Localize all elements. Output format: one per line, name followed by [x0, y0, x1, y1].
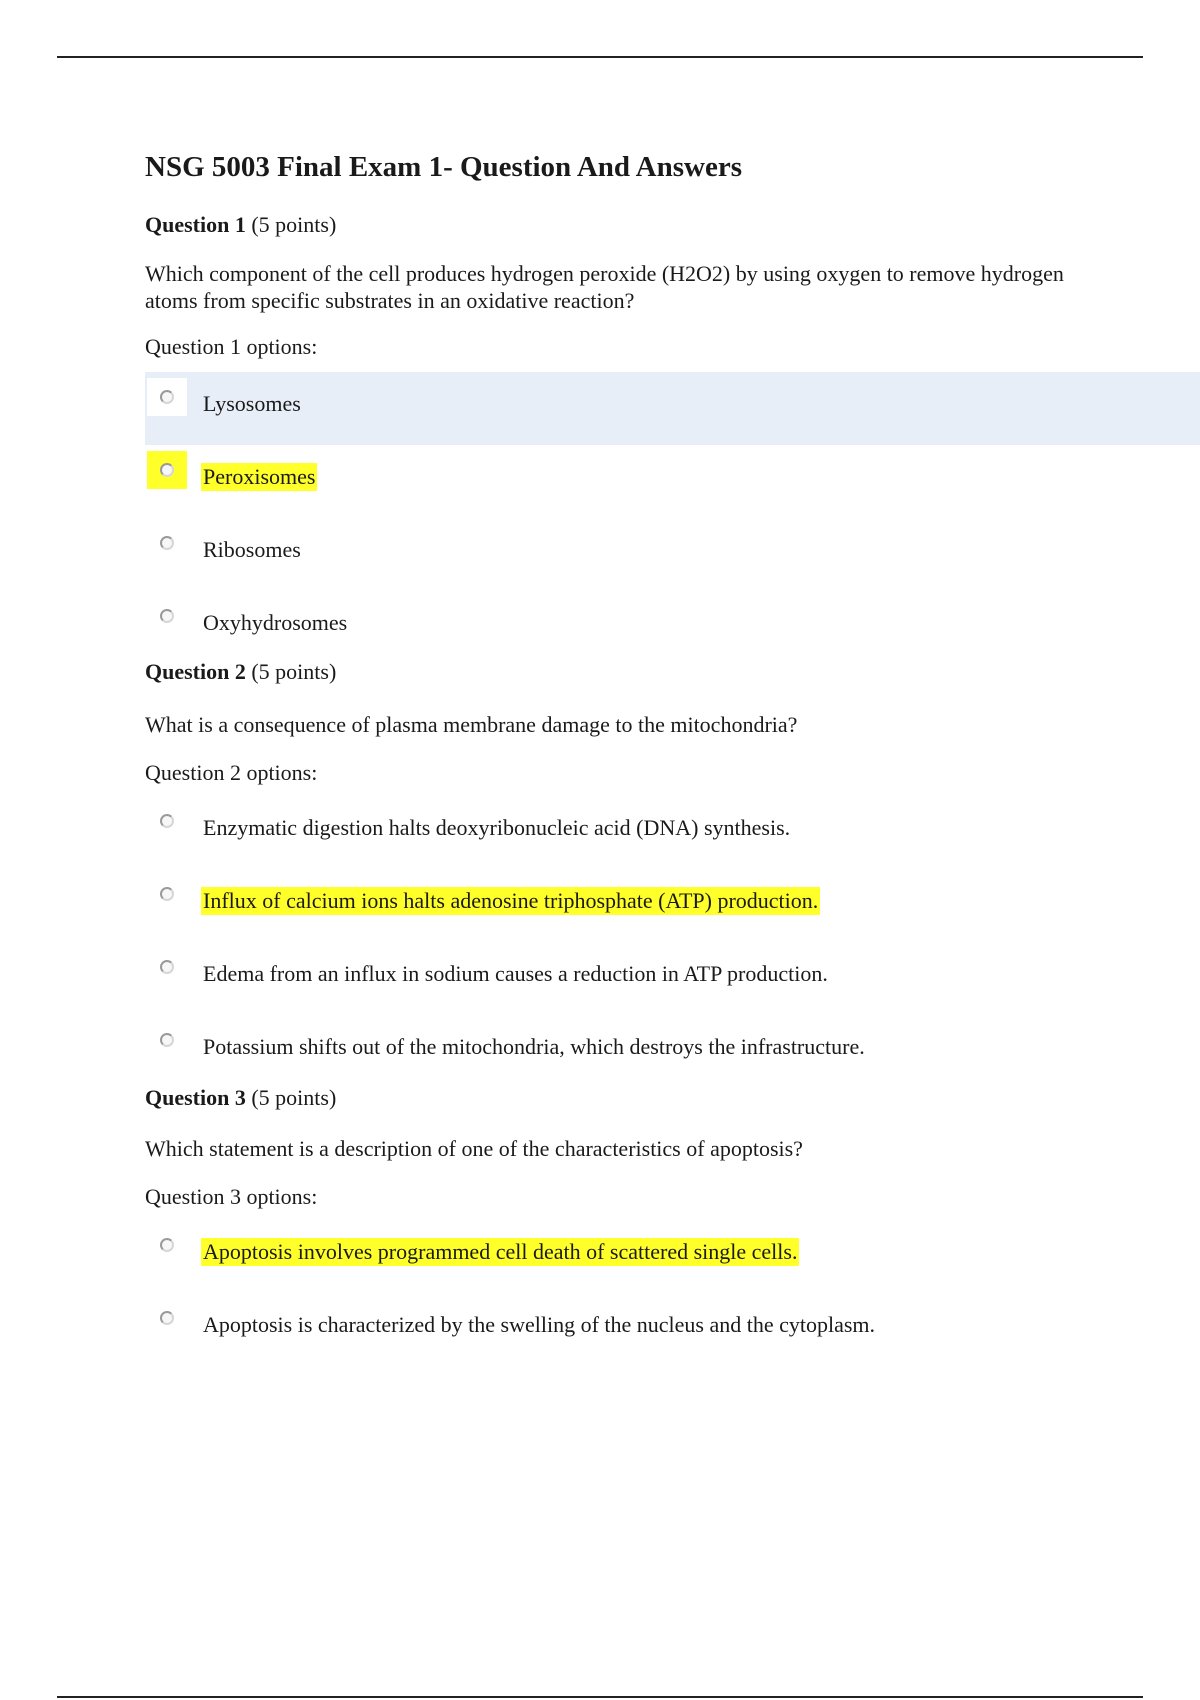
options-label: Question 3 options:: [145, 1184, 318, 1209]
radio-cell: [147, 451, 187, 489]
option-text-highlighted: Apoptosis involves programmed cell death of scattered single cells.: [203, 1239, 798, 1264]
radio-button[interactable]: [160, 536, 174, 550]
option-4[interactable]: [145, 1015, 1200, 1081]
question-label: Question 3: [145, 1085, 246, 1110]
radio-cell: [147, 378, 187, 416]
option-2[interactable]: [145, 1293, 1200, 1366]
option-oxyhydrosomes[interactable]: [145, 591, 1200, 655]
radio-cell: [147, 875, 187, 913]
option-text: Enzymatic digestion halts deoxyribonucleic acid (DNA) synthesis.: [203, 815, 791, 840]
question-text: Which component of the cell produces hydrogen peroxide (H2O2) by using oxygen to remove hydrogen atoms from specific substrates in an oxidative reaction?: [145, 261, 1064, 313]
radio-button[interactable]: [160, 960, 174, 974]
radio-button[interactable]: [160, 609, 174, 623]
radio-button[interactable]: [160, 463, 174, 477]
radio-button[interactable]: [160, 1238, 174, 1252]
question-text: What is a consequence of plasma membrane damage to the mitochondria?: [145, 712, 798, 737]
radio-cell: [147, 1021, 187, 1059]
option-text: Lysosomes: [203, 391, 301, 416]
question-heading: [145, 1081, 1200, 1115]
bottom-rule: [57, 1696, 1143, 1698]
exam-content: [145, 140, 1200, 1366]
radio-button[interactable]: [160, 814, 174, 828]
option-text: Oxyhydrosomes: [203, 610, 348, 635]
options-list: [145, 796, 1200, 1081]
radio-button[interactable]: [160, 1311, 174, 1325]
option-1[interactable]: [145, 1220, 1200, 1293]
radio-cell: [147, 1226, 187, 1264]
option-2[interactable]: [145, 869, 1200, 942]
question-1: [145, 208, 1200, 655]
options-label: Question 2 options:: [145, 760, 318, 785]
radio-cell: [147, 1299, 187, 1337]
radio-cell: [147, 948, 187, 986]
option-text-highlighted: Influx of calcium ions halts adenosine triphosphate (ATP) production.: [203, 888, 819, 913]
question-3: [145, 1081, 1200, 1366]
radio-button[interactable]: [160, 390, 174, 404]
option-3[interactable]: [145, 942, 1200, 1015]
question-2: [145, 655, 1200, 1081]
question-points: (5 points): [251, 1085, 337, 1110]
option-text: Edema from an influx in sodium causes a reduction in ATP production.: [203, 961, 828, 986]
question-label: Question 1: [145, 212, 246, 237]
question-label: Question 2: [145, 659, 246, 684]
option-1[interactable]: [145, 796, 1200, 869]
option-text: Apoptosis is characterized by the swelling of the nucleus and the cytoplasm.: [203, 1312, 876, 1337]
options-list: [145, 1220, 1200, 1366]
option-text: Ribosomes: [203, 537, 301, 562]
radio-button[interactable]: [160, 887, 174, 901]
option-lysosomes[interactable]: [145, 372, 1200, 445]
question-text: Which statement is a description of one of the characteristics of apoptosis?: [145, 1136, 803, 1161]
page-title: NSG 5003 Final Exam 1- Question And Answers: [145, 151, 743, 183]
question-points: (5 points): [251, 659, 337, 684]
radio-cell: [147, 802, 187, 840]
question-heading: [145, 655, 1200, 689]
radio-cell: [147, 524, 187, 562]
option-text-highlighted: Peroxisomes: [203, 464, 316, 489]
radio-button[interactable]: [160, 1033, 174, 1047]
option-ribosomes[interactable]: [145, 518, 1200, 591]
option-text: Potassium shifts out of the mitochondria, which destroys the infrastructure.: [203, 1034, 865, 1059]
question-heading: [145, 208, 1200, 242]
radio-cell: [147, 597, 187, 635]
options-label: Question 1 options:: [145, 334, 318, 359]
options-list: [145, 372, 1200, 655]
top-rule: [57, 56, 1143, 58]
option-peroxisomes[interactable]: [145, 445, 1200, 518]
question-points: (5 points): [251, 212, 337, 237]
